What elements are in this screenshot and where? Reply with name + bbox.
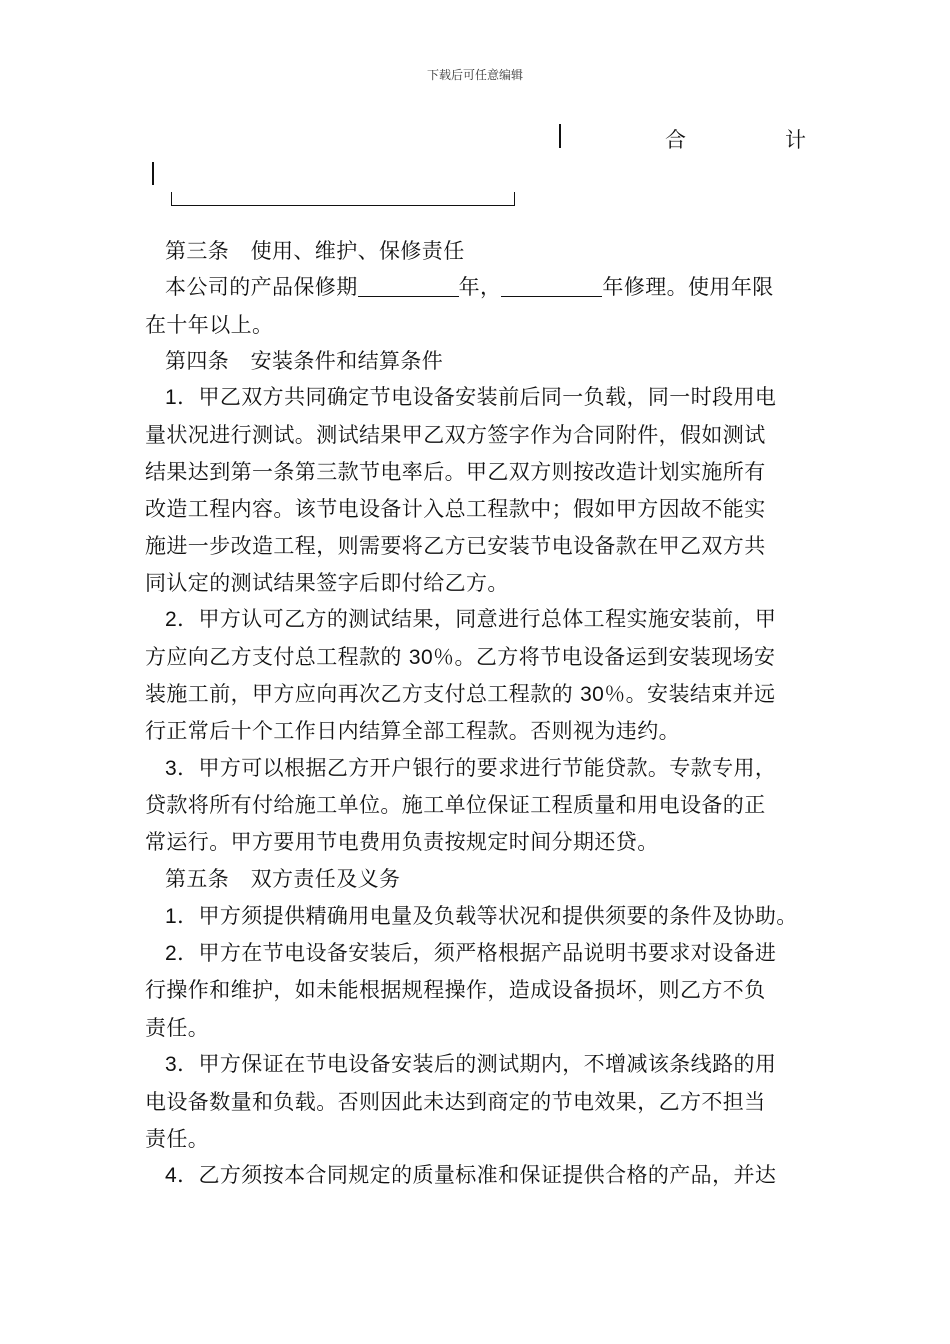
repair-period-blank xyxy=(501,275,602,297)
article-4-item-3-line: 常运行。甲方要用节电费用负责按规定时间分期还贷。 xyxy=(145,830,659,854)
total-label-ji: 计 xyxy=(785,128,806,152)
article-4-item-3: 3．甲方可以根据乙方开户银行的要求进行节能贷款。专款专用， xyxy=(165,756,777,780)
table-border-left-mark xyxy=(152,162,154,185)
article-4-item-1-line: 量状况进行测试。测试结果甲乙双方签字作为合同附件，假如测试 xyxy=(145,423,766,447)
article-5-item-2-line: 行操作和维护，如未能根据规程操作，造成设备损坏，则乙方不负 xyxy=(145,978,766,1002)
article-4-item-2-line: 方应向乙方支付总工程款的 30％。乙方将节电设备运到安装现场安 xyxy=(145,645,776,669)
warranty-clause-cont: 在十年以上。 xyxy=(145,313,274,337)
article-5-item-2-line: 责任。 xyxy=(145,1016,210,1040)
page-header-note: 下载后可任意编辑 xyxy=(426,68,523,82)
table-border-right-mark xyxy=(559,124,561,148)
article-4-item-3-line: 贷款将所有付给施工单位。施工单位保证工程质量和用电设备的正 xyxy=(145,793,766,817)
article-4-item-2-line: 行正常后十个工作日内结算全部工程款。否则视为违约。 xyxy=(145,719,680,743)
article-4-item-2: 2．甲方认可乙方的测试结果，同意进行总体工程实施安装前，甲 xyxy=(165,607,777,631)
article-4-item-1-line: 结果达到第一条第三款节电率后。甲乙双方则按改造计划实施所有 xyxy=(145,460,766,484)
warranty-clause: 本公司的产品保修期 年， 年修理。使用年限 xyxy=(165,275,774,299)
warranty-period-blank xyxy=(358,275,459,297)
article-5-item-2: 2．甲方在节电设备安装后，须严格根据产品说明书要求对设备进 xyxy=(165,941,777,965)
article-5-item-4: 4．乙方须按本合同规定的质量标准和保证提供合格的产品，并达 xyxy=(165,1163,777,1187)
article-5-item-3-line: 责任。 xyxy=(145,1127,210,1151)
article-4-title: 第四条 安装条件和结算条件 xyxy=(165,349,444,373)
article-4-item-1: 1．甲乙双方共同确定节电设备安装前后同一负载，同一时段用电 xyxy=(165,385,777,409)
article-5-item-3: 3．甲方保证在节电设备安装后的测试期内，不增减该条线路的用 xyxy=(165,1052,777,1076)
article-4-item-1-line: 施进一步改造工程，则需要将乙方已安装节电设备款在甲乙双方共 xyxy=(145,534,766,558)
article-5-item-1: 1．甲方须提供精确用电量及负载等状况和提供须要的条件及协助。 xyxy=(165,904,798,928)
article-4-item-2-line: 装施工前，甲方应向再次乙方支付总工程款的 30％。安装结束并远 xyxy=(145,682,776,706)
article-4-item-1-line: 同认定的测试结果签字后即付给乙方。 xyxy=(145,571,509,595)
article-3-title: 第三条 使用、维护、保修责任 xyxy=(165,239,465,263)
article-5-title: 第五条 双方责任及义务 xyxy=(165,867,401,891)
table-bottom-border xyxy=(171,192,515,206)
article-4-item-1-line: 改造工程内容。该节电设备计入总工程款中；假如甲方因故不能实 xyxy=(145,497,766,521)
total-label-he: 合 xyxy=(665,128,686,152)
article-5-item-3-line: 电设备数量和负载。否则因此未达到商定的节电效果，乙方不担当 xyxy=(145,1090,766,1114)
